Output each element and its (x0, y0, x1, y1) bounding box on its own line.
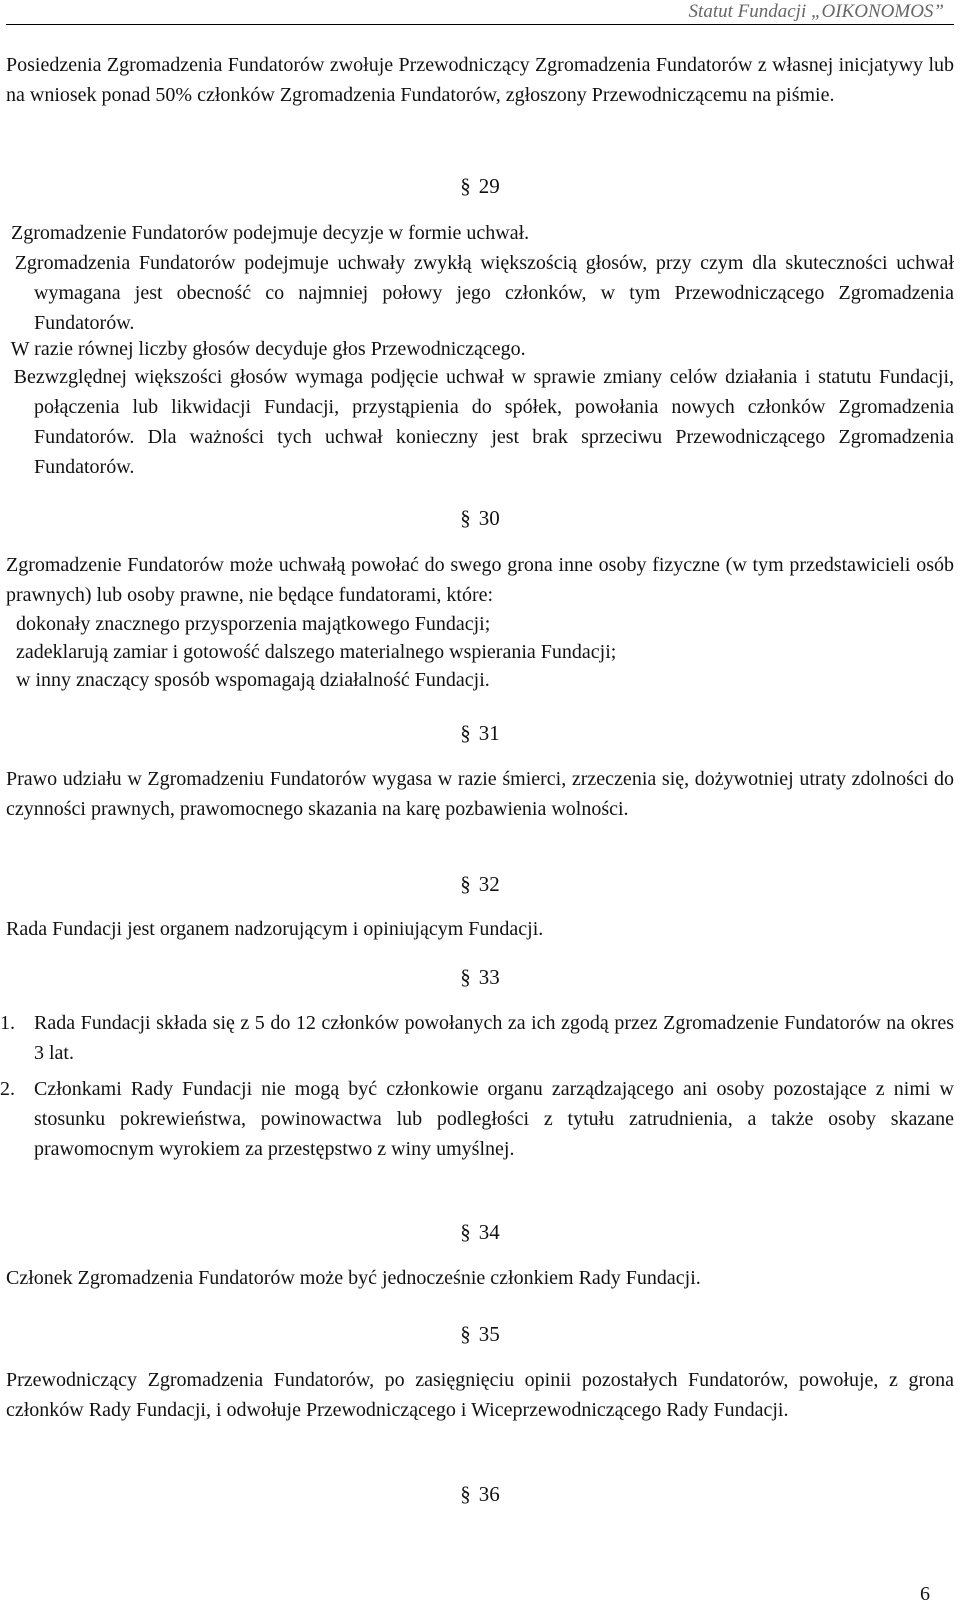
s33-item-1 (0, 1008, 954, 1068)
section-symbol: § (460, 1220, 471, 1244)
item-text: Członkami Rady Fundacji nie mogą być członkowie organu zarządzającego ani osoby pozostające z nimi w stosunku pokrewieństwa, powinowactwa lub podległości z tytułu zatrudnienia, a także osoby skazane prawomocnym wyrokiem za przestępstwo z winy umyślnej. (34, 1078, 954, 1160)
item-text: dokonały znacznego przysporzenia majątkowego Fundacji; (16, 613, 491, 635)
section-number: 30 (478, 506, 500, 530)
s29-item-3 (6, 334, 954, 364)
s30-item-3 (6, 665, 954, 695)
section-heading-32 (0, 870, 960, 898)
item-number: 1. (0, 1012, 15, 1034)
s30-paragraph: Zgromadzenie Fundatorów może uchwałą powołać do swego grona inne osoby fizyczne (w tym przedstawicieli osób prawnych) lub osoby prawne, nie będące fundatorami, które: (6, 554, 954, 606)
s29-item-4 (6, 362, 954, 482)
s30-item-1 (6, 609, 954, 639)
section-number: 32 (478, 872, 500, 896)
s34-paragraph: Członek Zgromadzenia Fundatorów może być jednocześnie członkiem Rady Fundacji. (6, 1267, 701, 1289)
section-symbol: § (460, 506, 471, 530)
s29-item-2 (6, 248, 954, 338)
section-symbol: § (460, 965, 471, 989)
item-number: 2. (0, 1078, 15, 1100)
section-number: 33 (478, 965, 500, 989)
s35-paragraph: Przewodniczący Zgromadzenia Fundatorów, po zasięgnięciu opinii pozostałych Fundatorów, powołuje, z grona członków Rady Fundacji, i odwołuje Przewodniczącego i Wiceprzewodniczącego Rady Fundacji. (6, 1369, 954, 1421)
section-heading-31 (0, 719, 960, 747)
item-text: Rada Fundacji składa się z 5 do 12 członków powołanych za ich zgodą przez Zgromadzenie Fundatorów na okres 3 lat. (34, 1012, 954, 1064)
item-text: Bezwzględnej większości głosów wymaga podjęcie uchwał w sprawie zmiany celów działania i statutu Fundacji, połączenia lub likwidacji Fundacji, przystąpienia do spółek, powołania nowych członków Zgromadzenia Fundatorów. Dla ważności tych uchwał konieczny jest brak sprzeciwu Przewodniczącego Zgromadzenia Fundatorów. (13, 366, 955, 478)
s29-item-1 (6, 218, 954, 248)
intro-paragraph: Posiedzenia Zgromadzenia Fundatorów zwołuje Przewodniczący Zgromadzenia Fundatorów z własnej inicjatywy lub na wniosek ponad 50% członków Zgromadzenia Fundatorów, zgłoszony Przewodniczącemu na piśmie. (6, 54, 954, 106)
page-number: 6 (920, 1583, 930, 1605)
item-text: Zgromadzenia Fundatorów podejmuje uchwały zwykłą większością głosów, przy czym dla skuteczności uchwał wymagana jest obecność co najmniej połowy jego członków, w tym Przewodniczącego Zgromadzenia Fundatorów. (14, 252, 954, 334)
s30-item-2 (6, 637, 954, 667)
item-text: w inny znaczący sposób wspomagają działalność Fundacji. (16, 669, 490, 691)
section-number: 29 (478, 174, 500, 198)
section-heading-33 (0, 963, 960, 991)
section-symbol: § (460, 1322, 471, 1346)
s33-item-2 (0, 1074, 954, 1164)
running-header (6, 0, 954, 25)
item-text: Zgromadzenie Fundatorów podejmuje decyzje w formie uchwał. (11, 222, 530, 244)
section-heading-34 (0, 1218, 960, 1246)
section-symbol: § (460, 174, 471, 198)
section-heading-36 (0, 1480, 960, 1508)
section-heading-29 (0, 172, 960, 200)
item-text: W razie równej liczby głosów decyduje głos Przewodniczącego. (10, 338, 526, 360)
section-symbol: § (460, 1482, 471, 1506)
s32-paragraph: Rada Fundacji jest organem nadzorującym i opiniującym Fundacji. (6, 918, 544, 940)
s31-paragraph: Prawo udziału w Zgromadzeniu Fundatorów wygasa w razie śmierci, zrzeczenia się, dożywotniej utraty zdolności do czynności prawnych, prawomocnego skazania na karę pozbawienia wolności. (6, 768, 954, 820)
section-heading-35 (0, 1320, 960, 1348)
section-number: 34 (478, 1220, 500, 1244)
item-text: zadeklarują zamiar i gotowość dalszego materialnego wspierania Fundacji; (16, 641, 617, 663)
section-symbol: § (460, 872, 471, 896)
section-number: 36 (478, 1482, 500, 1506)
section-number: 35 (478, 1322, 500, 1346)
section-heading-30 (0, 504, 960, 532)
document-title: Statut Fundacji „OIKONOMOS” (688, 1, 944, 22)
section-symbol: § (460, 721, 471, 745)
section-number: 31 (478, 721, 500, 745)
